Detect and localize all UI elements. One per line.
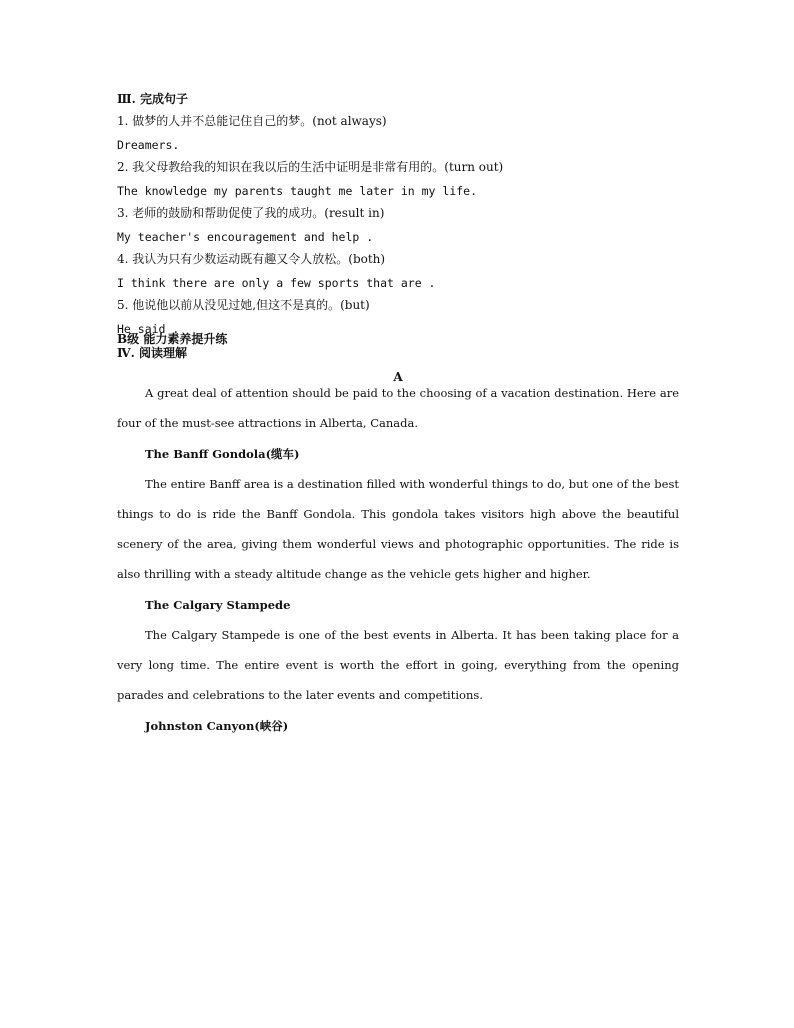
answer-2: The knowledge my parents taught me later in my life. <box>117 184 478 198</box>
question-4: 4. 我认为只有少数运动既有趣又令人放松。(both) <box>117 252 386 266</box>
answer-3: My teacher's encouragement and help . <box>117 230 374 244</box>
answer-1: Dreamers. <box>117 138 180 152</box>
question-1: 1. 做梦的人并不总能记住自己的梦。(not always) <box>117 114 387 128</box>
section-3-title: Ⅲ. 完成句子 <box>117 92 188 106</box>
attraction-title-johnston: Johnston Canyon(峡谷) <box>145 718 289 733</box>
attraction-text-calgary: The Calgary Stampede is one of the best events in Alberta. It has been taking place for a very long time. The entire event is worth the effort in going, everything from the opening parades and celebrations to the later events and competitions. <box>117 627 679 703</box>
question-3: 3. 老师的鼓励和帮助促使了我的成功。(result in) <box>117 206 385 220</box>
attraction-text-banff: The entire Banff area is a destination filled with wonderful things to do, but one of the best things to do is ride the Banff Gondola. This gondola takes visitors high above the beautiful scenery of the area, giving them wonderful views and photographic opportunities. The ride is also thrilling with a steady altitude change as the vehicle gets higher and higher. <box>117 476 679 582</box>
answer-4: I think there are only a few sports that are . <box>117 276 436 290</box>
level-b-title: B级 能力素养提升练 <box>117 332 228 346</box>
answer-5: He said . <box>117 322 180 336</box>
attraction-title-banff: The Banff Gondola(缆车) <box>145 446 300 461</box>
question-2: 2. 我父母教给我的知识在我以后的生活中证明是非常有用的。(turn out) <box>117 160 504 174</box>
passage-label: A <box>393 370 403 384</box>
section-4-title: Ⅳ. 阅读理解 <box>117 346 187 360</box>
question-5: 5. 他说他以前从没见过她,但这不是真的。(but) <box>117 298 370 312</box>
passage-intro: A great deal of attention should be paid to the choosing of a vacation destination. Here are four of the must-see attractions in Alberta, Canada. <box>117 386 679 431</box>
attraction-title-calgary: The Calgary Stampede <box>145 597 291 612</box>
document-page <box>117 92 679 733</box>
